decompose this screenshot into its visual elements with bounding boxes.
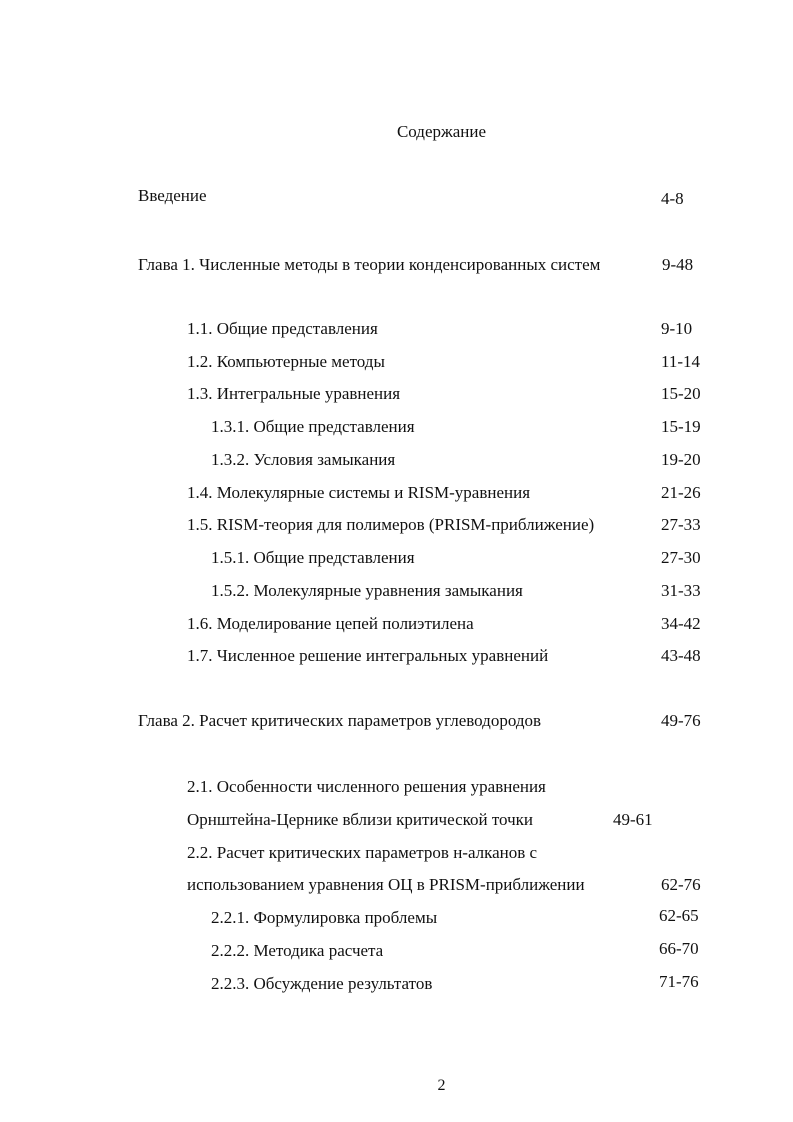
toc-entry-text: 2.2.2. Методика расчета <box>211 941 384 960</box>
toc-entry-text: Глава 2. Расчет критических параметров углеводородов <box>138 711 542 730</box>
toc-entry-text: Введение <box>138 186 207 205</box>
toc-entry-text: 1.4. Молекулярные системы и RISM-уравнения <box>187 483 531 502</box>
toc-entry-pages: 49-61 <box>613 810 653 829</box>
toc-entry-pages: 66-70 <box>659 939 699 958</box>
page-title: Содержание <box>396 122 487 141</box>
toc-entry-text: 1.7. Численное решение интегральных уравнений <box>187 646 549 665</box>
toc-entry-pages: 43-48 <box>661 646 701 665</box>
toc-entry-text: использованием уравнения ОЦ в PRISM-приближении <box>187 875 585 894</box>
toc-entry-text: 1.3. Интегральные уравнения <box>187 384 401 403</box>
toc-entry-pages: 49-76 <box>661 711 701 730</box>
toc-entry-text: 1.5.2. Молекулярные уравнения замыкания <box>211 581 523 600</box>
toc-entry-text: 2.2. Расчет критических параметров н-алканов с <box>187 843 538 862</box>
toc-entry-text: 1.1. Общие представления <box>187 319 378 338</box>
toc-entry-text: Орнштейна-Цернике вблизи критической точки <box>187 810 534 829</box>
toc-entry-pages: 11-14 <box>661 352 701 371</box>
toc-entry-pages: 21-26 <box>661 483 701 502</box>
toc-entry-text: 1.3.1. Общие представления <box>211 417 415 436</box>
toc-entry-text: 2.1. Особенности численного решения уравнения <box>187 777 546 796</box>
toc-entry-pages: 27-30 <box>661 548 701 567</box>
toc-entry-text: 1.5.1. Общие представления <box>211 548 415 567</box>
toc-entry-pages: 71-76 <box>659 972 699 991</box>
toc-entry-text: 1.6. Моделирование цепей полиэтилена <box>187 614 474 633</box>
toc-entry-text: Глава 1. Численные методы в теории конденсированных систем <box>138 255 601 274</box>
toc-entry-pages: 62-76 <box>661 875 701 894</box>
toc-entry-pages: 9-48 <box>662 255 694 274</box>
toc-entry-pages: 34-42 <box>661 614 701 633</box>
toc-entry-pages: 27-33 <box>661 515 701 534</box>
toc-entry-text: 2.2.3. Обсуждение результатов <box>211 974 433 993</box>
toc-entry-pages: 19-20 <box>661 450 701 469</box>
toc-entry-pages: 4-8 <box>661 189 684 208</box>
toc-entry-text: 1.2. Компьютерные методы <box>187 352 385 371</box>
toc-entry-pages: 62-65 <box>659 906 699 925</box>
toc-entry-text: 1.5. RISM-теория для полимеров (PRISM-приближение) <box>187 515 595 534</box>
toc-entry-pages: 15-19 <box>661 417 701 436</box>
toc-entry-pages: 9-10 <box>661 319 693 338</box>
toc-entry-pages: 15-20 <box>661 384 701 403</box>
page-number: 2 <box>437 1077 446 1094</box>
toc-entry-text: 1.3.2. Условия замыкания <box>211 450 396 469</box>
toc-entry-pages: 31-33 <box>661 581 701 600</box>
toc-entry-text: 2.2.1. Формулировка проблемы <box>211 908 438 927</box>
